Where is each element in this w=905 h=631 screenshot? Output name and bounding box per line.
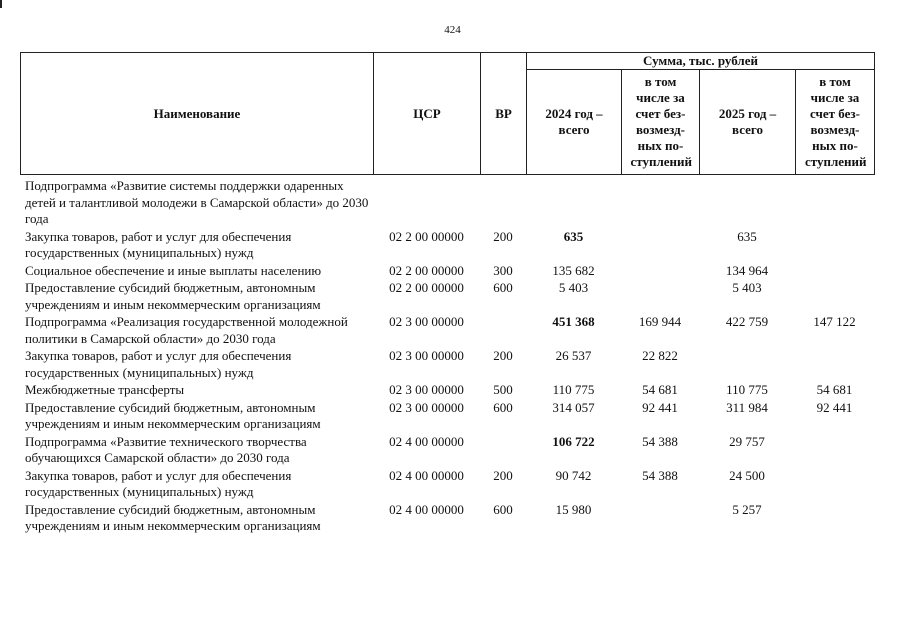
row-2024-gratuitous: 54 388 <box>642 467 678 483</box>
header-2024-total-text: 2024 год – всего <box>545 106 603 137</box>
table-row <box>20 263 874 281</box>
header-vr: ВР <box>481 53 527 175</box>
row-2024-gratuitous: 22 822 <box>642 348 678 363</box>
row-2025-gratuitous <box>795 468 874 502</box>
row-2024-gratuitous <box>621 263 699 281</box>
row-2024-gratuitous <box>621 178 699 229</box>
row-2024-total: 106 722 <box>552 433 595 449</box>
row-name: Предоставление субсидий бюджетным, автономным учреждениям и иным некоммерческим организациям <box>25 399 321 431</box>
row-2025-gratuitous <box>795 178 874 229</box>
row-csr: 02 3 00 00000 <box>389 382 464 397</box>
row-2024-gratuitous: 169 944 <box>638 314 682 329</box>
row-2025-total: 422 759 <box>725 314 769 329</box>
row-vr: 200 <box>493 348 513 363</box>
table-body <box>20 178 874 536</box>
header-2024-gratuitous-text: в том числе за счет без-возмезд-ных по-ступлений <box>630 74 693 169</box>
row-2025-total: 29 757 <box>729 433 765 449</box>
row-vr <box>480 314 526 348</box>
header-2025-total <box>700 70 796 175</box>
row-2025-gratuitous <box>795 434 874 468</box>
row-csr: 02 2 00 00000 <box>389 280 464 295</box>
row-csr: 02 3 00 00000 <box>389 348 464 363</box>
row-vr: 600 <box>493 501 513 517</box>
header-csr: ЦСР <box>374 53 481 175</box>
row-2025-gratuitous <box>795 348 874 382</box>
row-2024-gratuitous <box>621 229 699 263</box>
row-2024-total: 5 403 <box>558 280 589 295</box>
row-2025-total <box>699 348 795 382</box>
table-row <box>20 382 874 400</box>
row-vr: 300 <box>493 262 513 278</box>
header-sum-title: Сумма, тыс. рублей <box>527 53 875 70</box>
row-2025-gratuitous: 92 441 <box>816 399 853 415</box>
header-name: Наименование <box>21 53 374 175</box>
table-row <box>20 229 874 263</box>
page-number: 424 <box>444 24 461 36</box>
row-2025-gratuitous: 147 122 <box>813 314 856 329</box>
row-csr: 02 3 00 00000 <box>389 399 464 415</box>
row-csr: 02 3 00 00000 <box>389 314 464 329</box>
row-vr <box>480 434 526 468</box>
row-2025-gratuitous <box>795 502 874 536</box>
table-row <box>20 502 874 536</box>
row-2024-gratuitous: 54 681 <box>642 382 678 397</box>
table-row <box>20 348 874 382</box>
row-2024-total: 15 980 <box>555 501 592 517</box>
row-2024-total: 26 537 <box>555 348 592 363</box>
table-row <box>20 400 874 434</box>
scan-mark <box>0 0 2 8</box>
row-name: Закупка товаров, работ и услуг для обеспечения государственных (муниципальных) нужд <box>25 228 292 260</box>
row-2024-gratuitous <box>621 502 699 536</box>
row-2024-total: 451 368 <box>552 314 595 329</box>
table-row <box>20 178 874 229</box>
table-row <box>20 468 874 502</box>
row-2024-total: 110 775 <box>552 382 595 397</box>
row-2024-total <box>526 178 621 229</box>
row-csr: 02 4 00 00000 <box>389 467 464 483</box>
row-2025-total <box>699 178 795 229</box>
row-name: Подпрограмма «Реализация государственной молодежной политики в Самарской области» до 2030 года <box>25 314 348 346</box>
row-vr <box>480 178 526 229</box>
row-2025-total: 635 <box>737 228 757 244</box>
row-2025-total: 5 257 <box>732 501 762 517</box>
row-2025-gratuitous <box>795 280 874 314</box>
row-csr: 02 4 00 00000 <box>389 501 464 517</box>
table-row <box>20 280 874 314</box>
row-2025-total: 134 964 <box>725 262 769 278</box>
row-vr: 200 <box>493 228 513 244</box>
row-vr: 600 <box>493 399 513 415</box>
table-row <box>20 314 874 348</box>
row-2024-total: 135 682 <box>552 262 595 278</box>
row-name: Социальное обеспечение и иные выплаты населению <box>25 262 322 278</box>
row-csr: 02 2 00 00000 <box>389 228 464 244</box>
table-header <box>20 52 875 175</box>
row-2025-gratuitous: 54 681 <box>816 382 853 397</box>
row-name: Подпрограмма «Развитие системы поддержки одаренных детей и талантливой молодежи в Самарской области» до 2030 года <box>25 178 369 226</box>
row-csr <box>373 178 480 229</box>
row-2025-total: 24 500 <box>729 467 765 483</box>
row-vr: 600 <box>493 280 513 295</box>
row-csr: 02 2 00 00000 <box>389 262 464 278</box>
row-2025-gratuitous <box>795 263 874 281</box>
header-2024-total <box>527 70 622 175</box>
table-row <box>20 434 874 468</box>
row-2025-total: 110 775 <box>726 382 768 397</box>
row-name: Закупка товаров, работ и услуг для обеспечения государственных (муниципальных) нужд <box>25 348 292 380</box>
header-2024-gratuitous <box>622 70 700 175</box>
header-2025-gratuitous <box>796 70 875 175</box>
row-name: Подпрограмма «Развитие технического творчества обучающихся Самарской области» до 2030 года <box>25 433 307 465</box>
row-name: Межбюджетные трансферты <box>25 382 185 397</box>
row-name: Закупка товаров, работ и услуг для обеспечения государственных (муниципальных) нужд <box>25 467 292 499</box>
header-2025-gratuitous-text: в том числе за счет без-возмезд-ных по-ступлений <box>805 74 867 169</box>
row-vr: 500 <box>493 382 513 397</box>
row-2025-total: 5 403 <box>732 280 762 295</box>
row-2024-gratuitous: 54 388 <box>642 433 678 449</box>
row-2024-total: 314 057 <box>552 399 595 415</box>
row-csr: 02 4 00 00000 <box>389 433 464 449</box>
row-2024-total: 635 <box>563 228 584 244</box>
row-vr: 200 <box>493 467 513 483</box>
row-2025-gratuitous <box>795 229 874 263</box>
row-name: Предоставление субсидий бюджетным, автономным учреждениям и иным некоммерческим организациям <box>25 501 321 533</box>
header-2025-total-text: 2025 год – всего <box>718 106 777 137</box>
row-2024-total: 90 742 <box>555 467 592 483</box>
row-2024-gratuitous: 92 441 <box>642 399 678 415</box>
row-name: Предоставление субсидий бюджетным, автономным учреждениям и иным некоммерческим организациям <box>25 280 321 312</box>
row-2024-gratuitous <box>621 280 699 314</box>
row-2025-total: 311 984 <box>726 399 768 415</box>
